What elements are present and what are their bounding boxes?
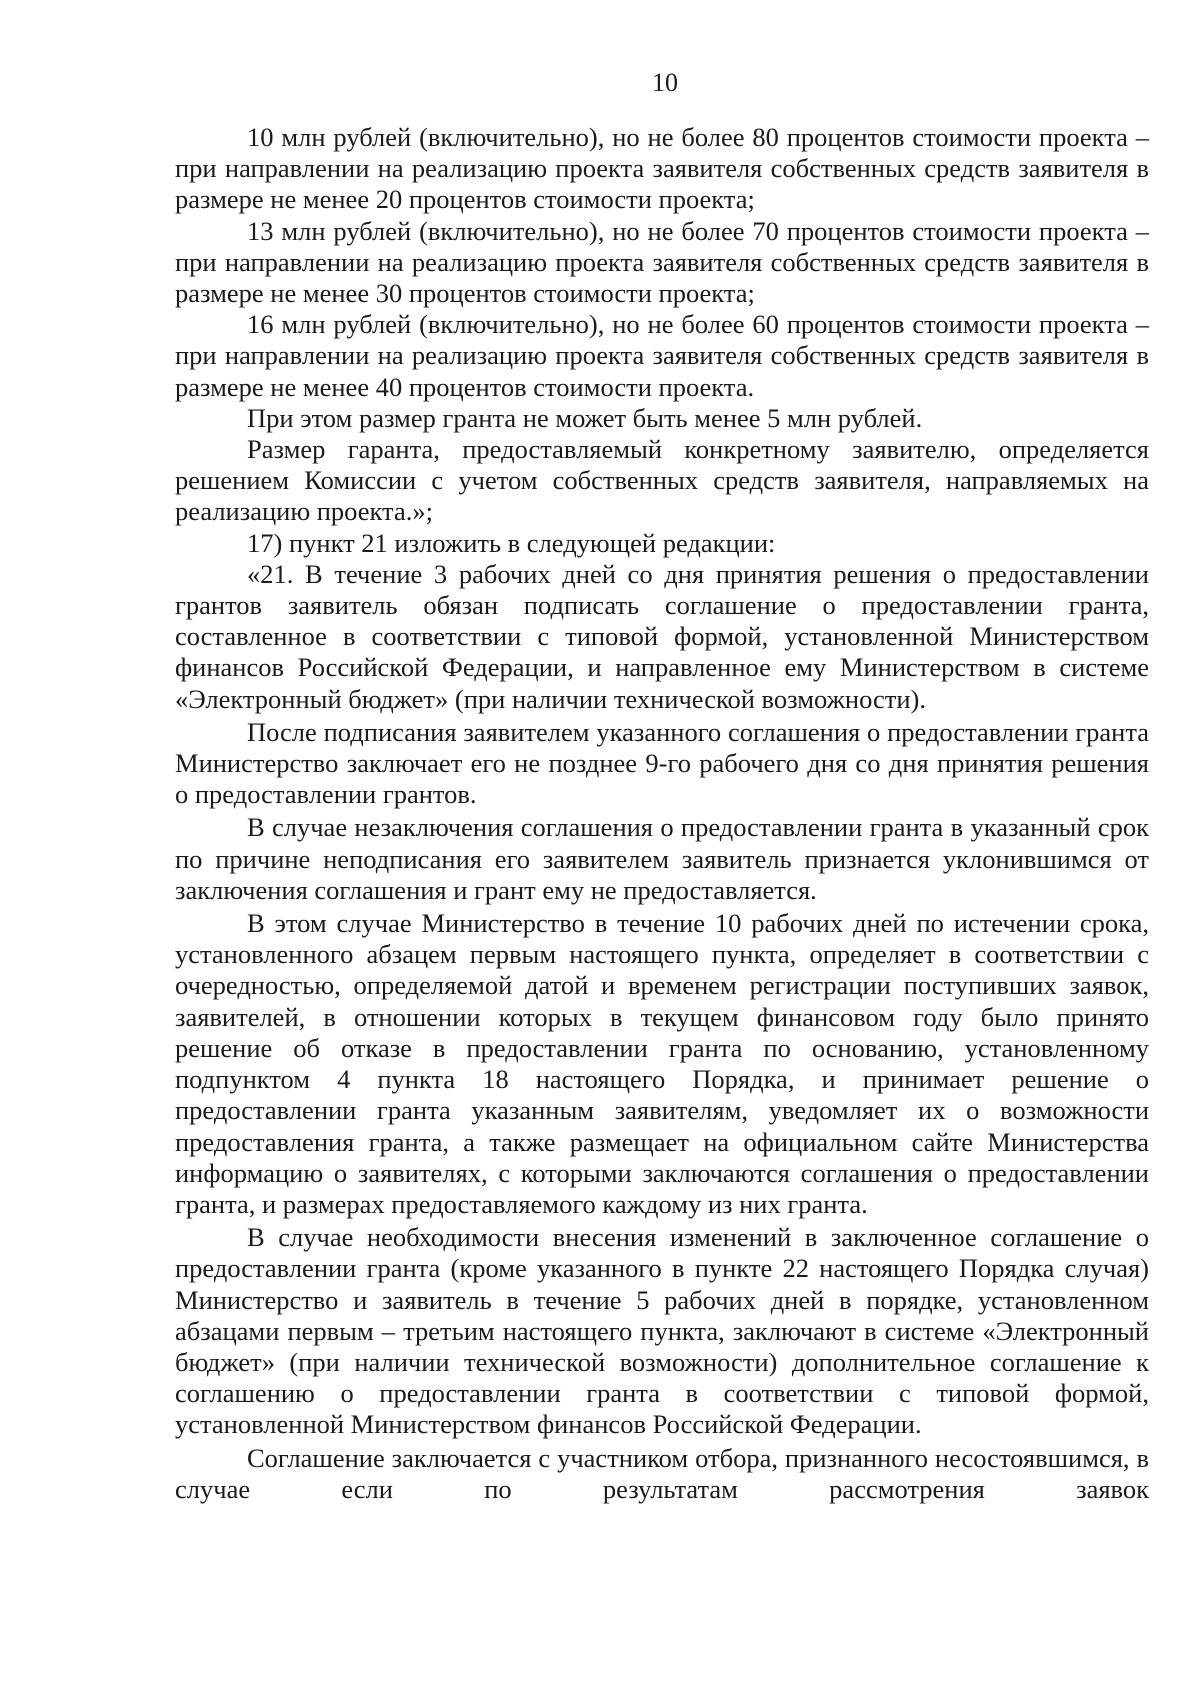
paragraph: Соглашение заключается с участником отбора, признанного несостоявшимся, в случае если по результатам рассмотрения заявок (175, 1442, 1149, 1504)
paragraph: Размер гаранта, предоставляемый конкретному заявителю, определяется решением Комиссии с учетом собственных средств заявителя, направляемых на реализацию проекта.»; (175, 434, 1149, 527)
document-body (175, 122, 1149, 1505)
paragraph: 13 млн рублей (включительно), но не более 70 процентов стоимости проекта – при направлении на реализацию проекта заявителя собственных средств заявителя в размере не менее 30 процентов стоимости проекта; (175, 215, 1149, 309)
paragraph: После подписания заявителем указанного соглашения о предоставлении гранта Министерство заключает его не позднее 9-го рабочего дня со дня принятия решения о предоставлении грантов. (175, 716, 1149, 810)
paragraph: В случае незаключения соглашения о предоставлении гранта в указанный срок по причине неподписания его заявителем заявитель признается уклонившимся от заключения соглашения и грант ему не предоставляется. (175, 812, 1149, 905)
paragraph: 16 млн рублей (включительно), но не более 60 процентов стоимости проекта – при направлении на реализацию проекта заявителя собственных средств заявителя в размере не менее 40 процентов стоимости проекта. (175, 309, 1149, 402)
page-number: 10 (652, 68, 678, 97)
paragraph: «21. В течение 3 рабочих дней со дня принятия решения о предоставлении грантов заявитель обязан подписать соглашение о предоставлении гранта, составленное в соответствии с типовой формой, установленной Министерством финансов Российской Федерации, и направленное ему Министерством в системе «Электронный бюджет» (при наличии технической возможности). (175, 558, 1149, 714)
paragraph: В этом случае Министерство в течение 10 рабочих дней по истечении срока, установленного абзацем первым настоящего пункта, определяет в соответствии с очередностью, определяемой датой и временем регистрации поступивших заявок, заявителей, в отношении которых в текущем финансовом году было принято решение об отказе в предоставлении гранта по основанию, установленному подпунктом 4 пункта 18 настоящего Порядка, и принимает решение о предоставлении гранта указанным заявителям, уведомляет их о возможности предоставления гранта, а также размещает на официальном сайте Министерства информацию о заявителях, с которыми заключаются соглашения о предоставлении гранта, и размерах предоставляемого каждому из них гранта. (175, 908, 1149, 1219)
paragraph: 10 млн рублей (включительно), но не более 80 процентов стоимости проекта – при направлении на реализацию проекта заявителя собственных средств заявителя в размере не менее 20 процентов стоимости проекта; (175, 122, 1149, 215)
paragraph: В случае необходимости внесения изменений в заключенное соглашение о предоставлении гранта (кроме указанного в пункте 22 настоящего Порядка случая) Министерство и заявитель в течение 5 рабочих дней в порядке, установленном абзацами первым – третьим настоящего пункта, заключают в системе «Электронный бюджет» (при наличии технической возможности) дополнительное соглашение к соглашению о предоставлении гранта в соответствии с типовой формой, установленной Министерством финансов Российской Федерации. (175, 1222, 1149, 1440)
paragraph: При этом размер гранта не может быть менее 5 млн рублей. (247, 402, 923, 433)
paragraph: 17) пункт 21 изложить в следующей редакции: (247, 527, 776, 558)
